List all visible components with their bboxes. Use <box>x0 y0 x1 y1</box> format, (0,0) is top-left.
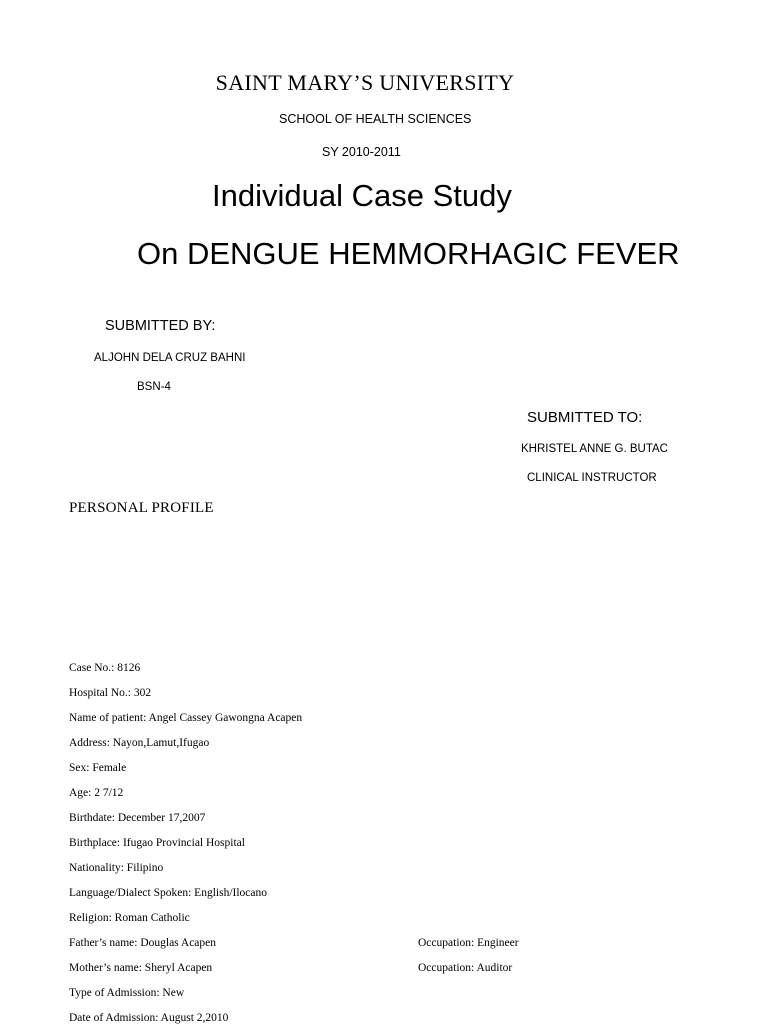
father-occupation: Occupation: Engineer <box>418 937 519 949</box>
father-name: Father’s name: Douglas Acapen <box>69 937 217 949</box>
personal-profile-heading: PERSONAL PROFILE <box>69 500 214 516</box>
submitted-to-label: SUBMITTED TO: <box>527 409 643 426</box>
university-name: SAINT MARY’S UNIVERSITY <box>215 70 515 95</box>
submitter-name: ALJOHN DELA CRUZ BAHNI <box>94 352 246 364</box>
case-number: Case No.: 8126 <box>69 662 141 674</box>
patient-age: Age: 2 7/12 <box>69 787 124 799</box>
submitter-course: BSN-4 <box>137 381 171 393</box>
patient-birthplace: Birthplace: Ifugao Provincial Hospital <box>69 837 245 849</box>
instructor-name: KHRISTEL ANNE G. BUTAC <box>521 443 668 455</box>
patient-sex: Sex: Female <box>69 762 127 774</box>
patient-birthdate: Birthdate: December 17,2007 <box>69 812 206 824</box>
patient-language: Language/Dialect Spoken: English/Ilocano <box>69 887 267 899</box>
document-title: Individual Case Study <box>212 178 512 213</box>
mother-occupation: Occupation: Auditor <box>418 962 513 974</box>
document-subtitle: On DENGUE HEMMORHAGIC FEVER <box>137 236 680 271</box>
patient-address: Address: Nayon,Lamut,Ifugao <box>69 737 210 749</box>
patient-name: Name of patient: Angel Cassey Gawongna Acapen <box>69 712 303 724</box>
school-year: SY 2010-2011 <box>322 145 401 159</box>
mother-name: Mother’s name: Sheryl Acapen <box>69 962 213 974</box>
instructor-role: CLINICAL INSTRUCTOR <box>527 472 657 484</box>
patient-religion: Religion: Roman Catholic <box>69 912 190 924</box>
patient-nationality: Nationality: Filipino <box>69 862 164 874</box>
admission-date: Date of Admission: August 2,2010 <box>69 1012 229 1024</box>
admission-type: Type of Admission: New <box>69 987 185 999</box>
submitted-by-label: SUBMITTED BY: <box>105 318 216 334</box>
school-name: SCHOOL OF HEALTH SCIENCES <box>279 112 472 126</box>
hospital-number: Hospital No.: 302 <box>69 687 152 699</box>
